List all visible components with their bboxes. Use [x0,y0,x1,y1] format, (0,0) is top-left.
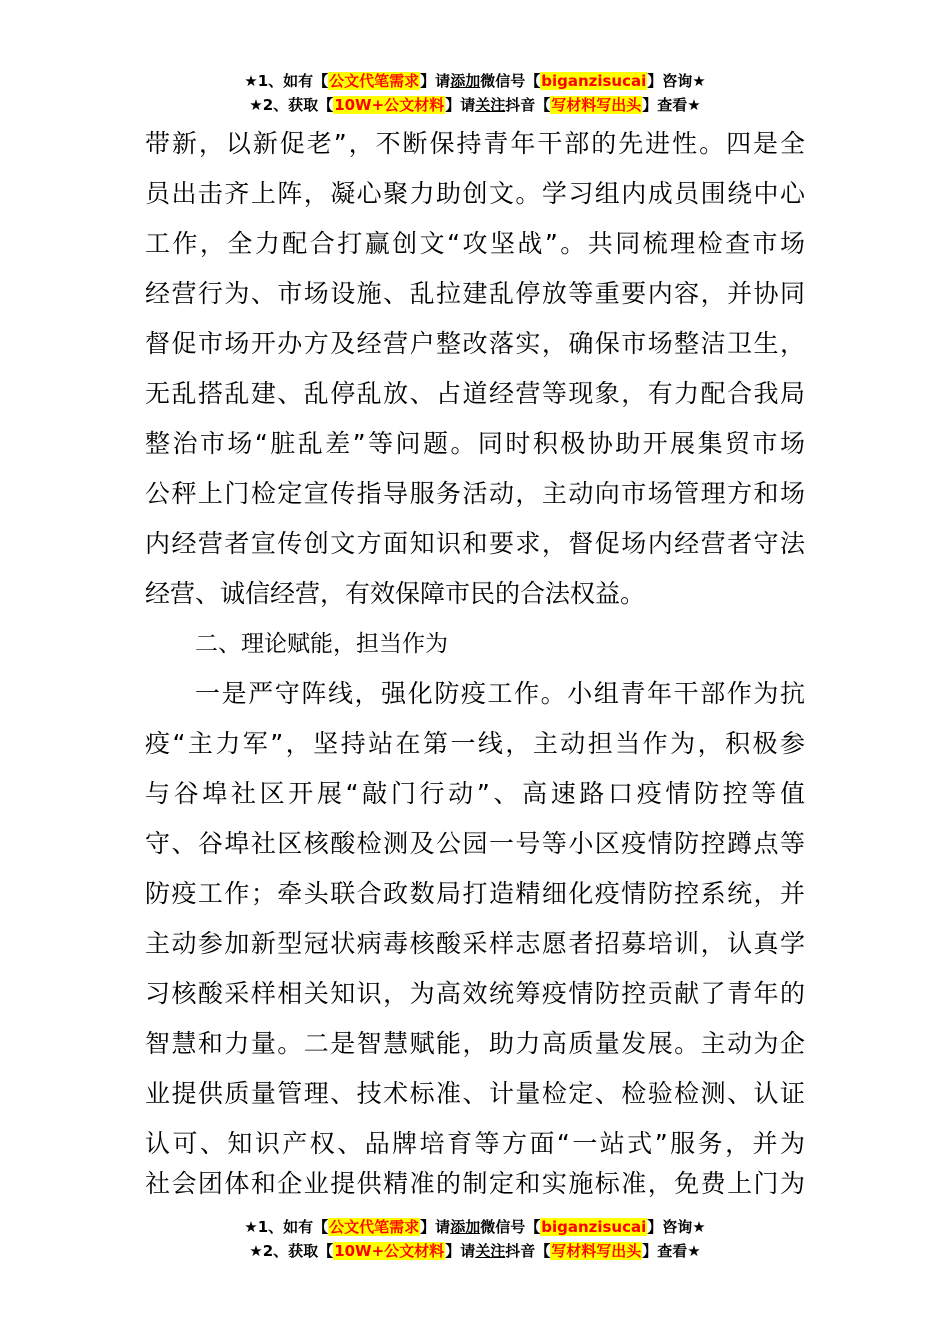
banner-text: 】查看★ [642,1242,701,1260]
body-line: 守、谷埠社区核酸检测及公园一号等小区疫情防控蹲点等 [145,829,805,858]
section-heading: 二、理论赋能，担当作为 [195,631,448,657]
body-line: 无乱搭乱建、乱停乱放、占道经营等现象，有力配合我局 [145,379,805,408]
footer-banner [0,1215,950,1263]
banner-underlined: 添加 [450,72,481,90]
banner-text: 】请 [420,72,451,90]
body-line: 带新，以新促老”，不断保持青年干部的先进性。四是全 [145,129,805,158]
body-line: 员出击齐上阵，凝心聚力助创文。学习组内成员围绕中心 [145,179,805,208]
banner-line-1 [0,69,950,93]
banner-text: 微信号【 [480,1218,541,1236]
banner-douyin-id: 写材料写出头 [551,96,642,114]
body-line: 一是严守阵线，强化防疫工作。小组青年干部作为抗 [195,679,805,708]
body-line: 习核酸采样相关知识，为高效统筹疫情防控贡献了青年的 [145,979,805,1008]
body-line: 公秤上门检定宣传指导服务活动，主动向市场管理方和场 [145,479,805,508]
banner-text: 】咨询★ [647,1218,706,1236]
banner-text: 抖音【 [505,1242,551,1260]
banner-text: ★2、获取【 [249,96,334,114]
banner-underlined: 关注 [475,96,506,114]
body-line: 社会团体和企业提供精准的制定和实施标准，免费上门为 [145,1169,805,1198]
banner-text: 】请 [445,96,476,114]
body-line: 经营行为、市场设施、乱拉建乱停放等重要内容，并协同 [145,279,805,308]
body-line: 整治市场“脏乱差”等问题。同时积极协助开展集贸市场 [145,429,805,458]
body-line: 业提供质量管理、技术标准、计量检定、检验检测、认证 [145,1079,805,1108]
banner-wechat-id: biganzisucai [541,72,647,90]
body-line: 主动参加新型冠状病毒核酸采样志愿者招募培训，认真学 [145,929,805,958]
banner-highlight: 10W+公文材料 [334,96,445,114]
banner-underlined: 添加 [450,1218,481,1236]
banner-underlined: 关注 [475,1242,506,1260]
banner-text: 抖音【 [505,96,551,114]
body-line: 防疫工作；牵头联合政数局打造精细化疫情防控系统，并 [145,879,805,908]
banner-text: ★1、如有【 [244,72,329,90]
banner-text: ★2、获取【 [249,1242,334,1260]
body-line: 疫“主力军”，坚持站在第一线，主动担当作为，积极参 [145,729,805,758]
body-line: 工作，全力配合打赢创文“攻坚战”。共同梳理检查市场 [145,229,805,258]
body-line: 经营、诚信经营，有效保障市民的合法权益。 [145,579,646,608]
banner-line-1 [0,1215,950,1239]
banner-highlight: 公文代笔需求 [329,72,420,90]
banner-text: 】咨询★ [647,72,706,90]
banner-text: 微信号【 [480,72,541,90]
banner-line-2 [0,93,950,117]
header-banner [0,69,950,117]
banner-text: 】请 [445,1242,476,1260]
banner-highlight: 公文代笔需求 [329,1218,420,1236]
body-line: 认可、知识产权、品牌培育等方面“一站式”服务，并为 [145,1129,805,1158]
banner-text: 】查看★ [642,96,701,114]
body-line: 与谷埠社区开展“敲门行动”、高速路口疫情防控等值 [145,779,805,808]
banner-douyin-id: 写材料写出头 [551,1242,642,1260]
banner-line-2 [0,1239,950,1263]
banner-highlight: 10W+公文材料 [334,1242,445,1260]
banner-text: ★1、如有【 [244,1218,329,1236]
banner-text: 】请 [420,1218,451,1236]
banner-wechat-id: biganzisucai [541,1218,647,1236]
body-line: 督促市场开办方及经营户整改落实，确保市场整洁卫生， [145,329,805,358]
body-line: 内经营者宣传创文方面知识和要求，督促场内经营者守法 [145,529,805,558]
body-line: 智慧和力量。二是智慧赋能，助力高质量发展。主动为企 [145,1029,805,1058]
